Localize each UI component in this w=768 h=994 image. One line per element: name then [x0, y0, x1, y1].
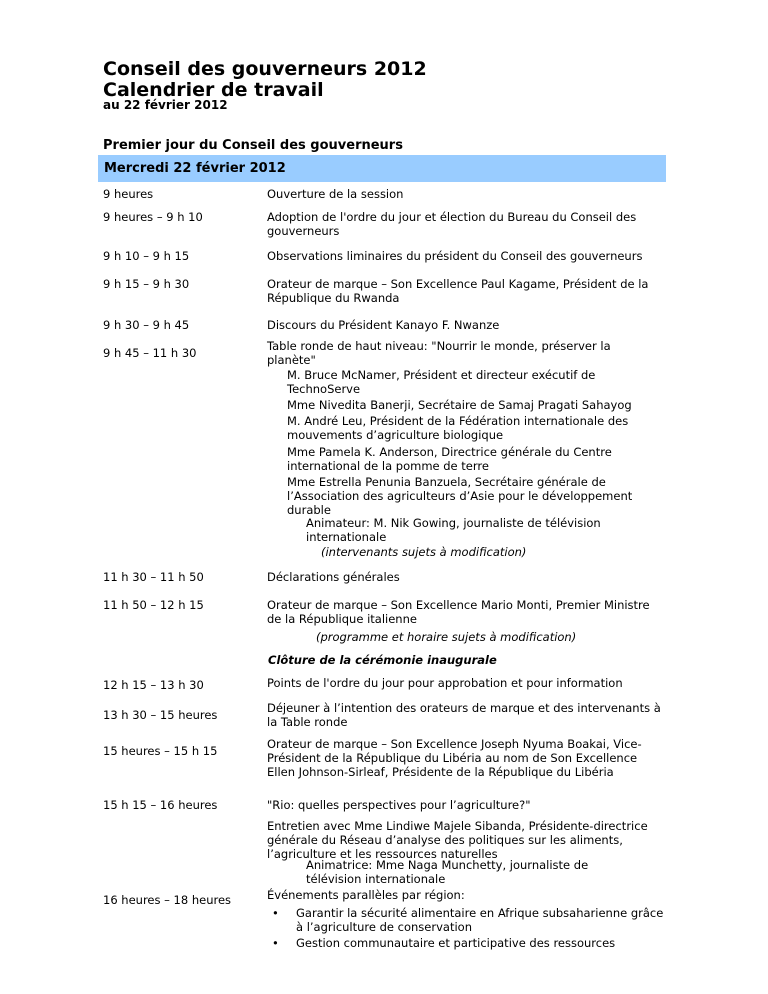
interview-text: Entretien avec Mme Lindiwe Majele Sibanda, Présidente-directrice générale du Réseau d’analyse des politiques sur les aliments, l’agriculture et les ressources naturelles — [267, 819, 648, 861]
time-cell: 9 h 10 – 9 h 15 — [103, 249, 190, 263]
description-cell: Adoption de l'ordre du jour et élection du Bureau du Conseil des gouverneurs — [267, 210, 637, 238]
time-cell: 9 heures – 9 h 10 — [103, 210, 203, 224]
panelist-item: M. Bruce McNamer, Président et directeur exécutif de TechnoServe — [287, 368, 596, 396]
moderator-text: Animateur: M. Nik Gowing, journaliste de télévision internationale — [306, 516, 601, 544]
document-title: Conseil des gouverneurs 2012 — [103, 58, 427, 80]
time-cell: 13 h 30 – 15 heures — [103, 708, 218, 722]
closing-ceremony-heading: Clôture de la cérémonie inaugurale — [268, 653, 497, 667]
time-cell: 9 heures — [103, 187, 154, 201]
panelist-item: Mme Pamela K. Anderson, Directrice générale du Centre international de la pomme de terre — [287, 445, 612, 473]
document-subtitle-title: Calendrier de travail — [103, 79, 324, 101]
description-cell: Points de l'ordre du jour pour approbation et pour information — [267, 676, 623, 690]
time-cell: 15 h 15 – 16 heures — [103, 798, 218, 812]
description-cell: Discours du Président Kanayo F. Nwanze — [267, 318, 500, 332]
document-date: au 22 février 2012 — [103, 98, 228, 112]
side-event-item: Garantir la sécurité alimentaire en Afrique subsaharienne grâce à l’agriculture de conservation — [296, 906, 664, 934]
time-cell: 9 h 15 – 9 h 30 — [103, 277, 190, 291]
bullet-icon: • — [272, 906, 279, 920]
description-cell: Table ronde de haut niveau: "Nourrir le monde, préserver la planète" — [267, 339, 611, 367]
time-cell: 16 heures – 18 heures — [103, 893, 232, 907]
description-cell: Observations liminaires du président du Conseil des gouverneurs — [267, 249, 643, 263]
description-cell: Événements parallèles par région: — [267, 888, 465, 902]
description-cell: Orateur de marque – Son Excellence Joseph Nyuma Boakai, Vice-Président de la République du Libéria au nom de Son Excellence Ellen Johnson-Sirleaf, Présidente de la République du Libéria — [267, 737, 642, 779]
time-cell: 12 h 15 – 13 h 30 — [103, 678, 204, 692]
time-cell: 9 h 45 – 11 h 30 — [103, 346, 197, 360]
time-cell: 15 heures – 15 h 15 — [103, 744, 218, 758]
description-cell: Orateur de marque – Son Excellence Mario Monti, Premier Ministre de la République italienne — [267, 598, 650, 626]
day-header — [98, 155, 666, 182]
side-event-item: Gestion communautaire et participative des ressources — [296, 936, 616, 950]
description-cell: Ouverture de la session — [267, 187, 404, 201]
time-cell: 11 h 30 – 11 h 50 — [103, 570, 204, 584]
speakers-note: (intervenants sujets à modification) — [321, 545, 527, 559]
panelist-item: Mme Estrella Penunia Banzuela, Secrétaire générale de l’Association des agriculteurs d’Asie pour le développement durable — [287, 475, 633, 517]
moderator-text: Animatrice: Mme Naga Munchetty, journaliste de télévision internationale — [306, 858, 589, 886]
day-label: Mercredi 22 février 2012 — [104, 161, 286, 176]
bullet-icon: • — [272, 936, 279, 950]
description-cell: Déjeuner à l’intention des orateurs de marque et des intervenants à la Table ronde — [267, 701, 661, 729]
description-cell: Déclarations générales — [267, 570, 400, 584]
section-title: Premier jour du Conseil des gouverneurs — [103, 138, 403, 153]
programme-note: (programme et horaire sujets à modification) — [316, 630, 577, 644]
description-cell: "Rio: quelles perspectives pour l’agriculture?" — [267, 798, 531, 812]
panelist-item: M. André Leu, Président de la Fédération internationale des mouvements d’agriculture biologique — [287, 414, 629, 442]
panelist-item: Mme Nivedita Banerji, Secrétaire de Samaj Pragati Sahayog — [287, 398, 632, 412]
time-cell: 9 h 30 – 9 h 45 — [103, 318, 190, 332]
time-cell: 11 h 50 – 12 h 15 — [103, 598, 204, 612]
description-cell: Orateur de marque – Son Excellence Paul Kagame, Président de la République du Rwanda — [267, 277, 649, 305]
